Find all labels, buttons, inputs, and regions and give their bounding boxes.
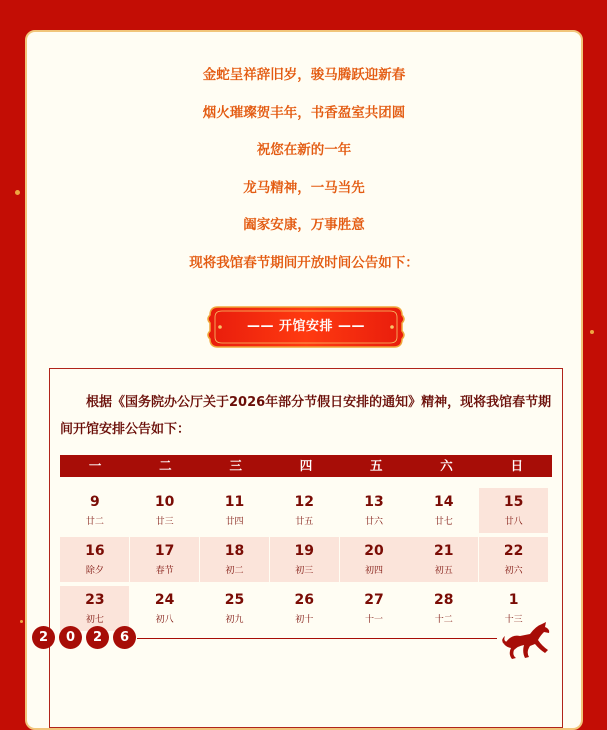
lunar-date: 初三: [295, 566, 314, 576]
year-badge: [32, 626, 140, 649]
lunar-date: 十二: [434, 615, 453, 625]
sparkle-decoration: [15, 190, 20, 195]
day-number: 17: [154, 543, 175, 559]
day-number: 16: [85, 543, 105, 559]
lunar-date: 初二: [225, 566, 244, 576]
lunar-date: 廿二: [85, 517, 104, 527]
day-number: 15: [503, 494, 524, 510]
year-digit: 6: [113, 626, 136, 649]
weekday-label: 一: [88, 458, 102, 473]
day-number: 26: [294, 592, 314, 608]
lunar-date: 初八: [155, 615, 174, 625]
day-number: 11: [224, 494, 245, 510]
lunar-date: 廿三: [155, 517, 174, 527]
calendar-week-row: [60, 488, 552, 537]
schedule-notice: [49, 368, 563, 728]
calendar-day: [200, 488, 269, 533]
year-digit: 2: [86, 626, 109, 649]
horse-icon: [502, 620, 554, 660]
day-number: 24: [154, 592, 175, 608]
lunar-date: 十一: [365, 615, 384, 625]
day-number: 12: [294, 494, 314, 510]
weekday-label: 日: [510, 458, 524, 473]
footer-decoration: [32, 622, 552, 666]
lunar-date: 廿六: [365, 517, 384, 527]
greeting-block: [27, 68, 581, 293]
day-number: 18: [224, 543, 245, 559]
year-digit: 0: [59, 626, 82, 649]
ribbon-title: —— 开馆安排 ——: [246, 319, 366, 334]
greeting-line: 烟火璀璨贺丰年，书香盈室共团圆: [202, 104, 406, 121]
lunar-date: 初九: [225, 615, 244, 625]
weekday-label: 五: [370, 458, 383, 473]
lunar-date: 除夕: [85, 566, 104, 576]
calendar-day: [409, 488, 478, 533]
day-number: 20: [364, 543, 384, 559]
lunar-date: 初四: [365, 566, 384, 576]
weekday-header: [60, 455, 552, 477]
footer-divider: [137, 638, 497, 639]
lunar-date: 春节: [155, 566, 174, 576]
day-number: 22: [503, 543, 524, 559]
lunar-date: 廿五: [295, 517, 314, 527]
lunar-date: 十三: [504, 615, 523, 625]
year-digit: 2: [32, 626, 55, 649]
day-number: 27: [364, 592, 384, 608]
calendar-day: [270, 488, 339, 533]
lunar-date: 初十: [295, 615, 314, 625]
calendar-day-holiday: [60, 537, 129, 582]
day-number: 25: [224, 592, 245, 608]
calendar-grid: [60, 488, 552, 635]
day-number: 13: [364, 494, 384, 510]
calendar-day-holiday: [479, 537, 548, 582]
sparkle-decoration: [20, 620, 23, 623]
day-number: 10: [154, 494, 175, 510]
section-ribbon: [206, 305, 406, 349]
weekday-label: 三: [229, 458, 242, 473]
greeting-line: 龙马精神，一马当先: [243, 179, 365, 196]
day-number: 1: [508, 592, 519, 608]
day-number: 28: [434, 592, 454, 608]
calendar-week-row: [60, 537, 552, 586]
lunar-date: 初六: [504, 566, 523, 576]
lunar-date: 廿七: [434, 517, 453, 527]
lunar-date: 初七: [85, 615, 104, 625]
day-number: 9: [90, 494, 100, 510]
notice-text: 根据《国务院办公厅关于2026年部分节假日安排的通知》精神，现将我馆春节期间开馆安排公告如下：: [60, 395, 552, 437]
greeting-line: 阖家安康，万事胜意: [243, 217, 365, 233]
weekday-label: 二: [159, 458, 172, 473]
lunar-date: 廿八: [504, 517, 523, 527]
calendar-day-holiday: [130, 537, 199, 582]
lunar-date: 初五: [434, 566, 453, 576]
greeting-line: 祝您在新的一年: [256, 142, 352, 158]
calendar-day-holiday: [200, 537, 269, 582]
day-number: 21: [434, 543, 454, 559]
calendar-day: [130, 488, 199, 533]
day-number: 19: [294, 543, 314, 559]
calendar-day-holiday: [340, 537, 409, 582]
announcement-intro: 现将我馆春节期间开放时间公告如下：: [189, 254, 419, 271]
calendar-day-holiday: [409, 537, 478, 582]
day-number: 14: [434, 494, 454, 510]
sparkle-decoration: [590, 330, 594, 334]
day-number: 23: [85, 592, 105, 608]
weekday-label: 四: [299, 458, 313, 473]
calendar-day-holiday: [479, 488, 548, 533]
calendar-day: [60, 488, 129, 533]
announcement-card: [25, 30, 583, 730]
weekday-label: 六: [440, 458, 453, 473]
calendar-day-holiday: [270, 537, 339, 582]
lunar-date: 廿四: [225, 517, 244, 527]
greeting-line: 金蛇呈祥辞旧岁，骏马腾跃迎新春: [202, 67, 406, 83]
calendar-day: [340, 488, 409, 533]
